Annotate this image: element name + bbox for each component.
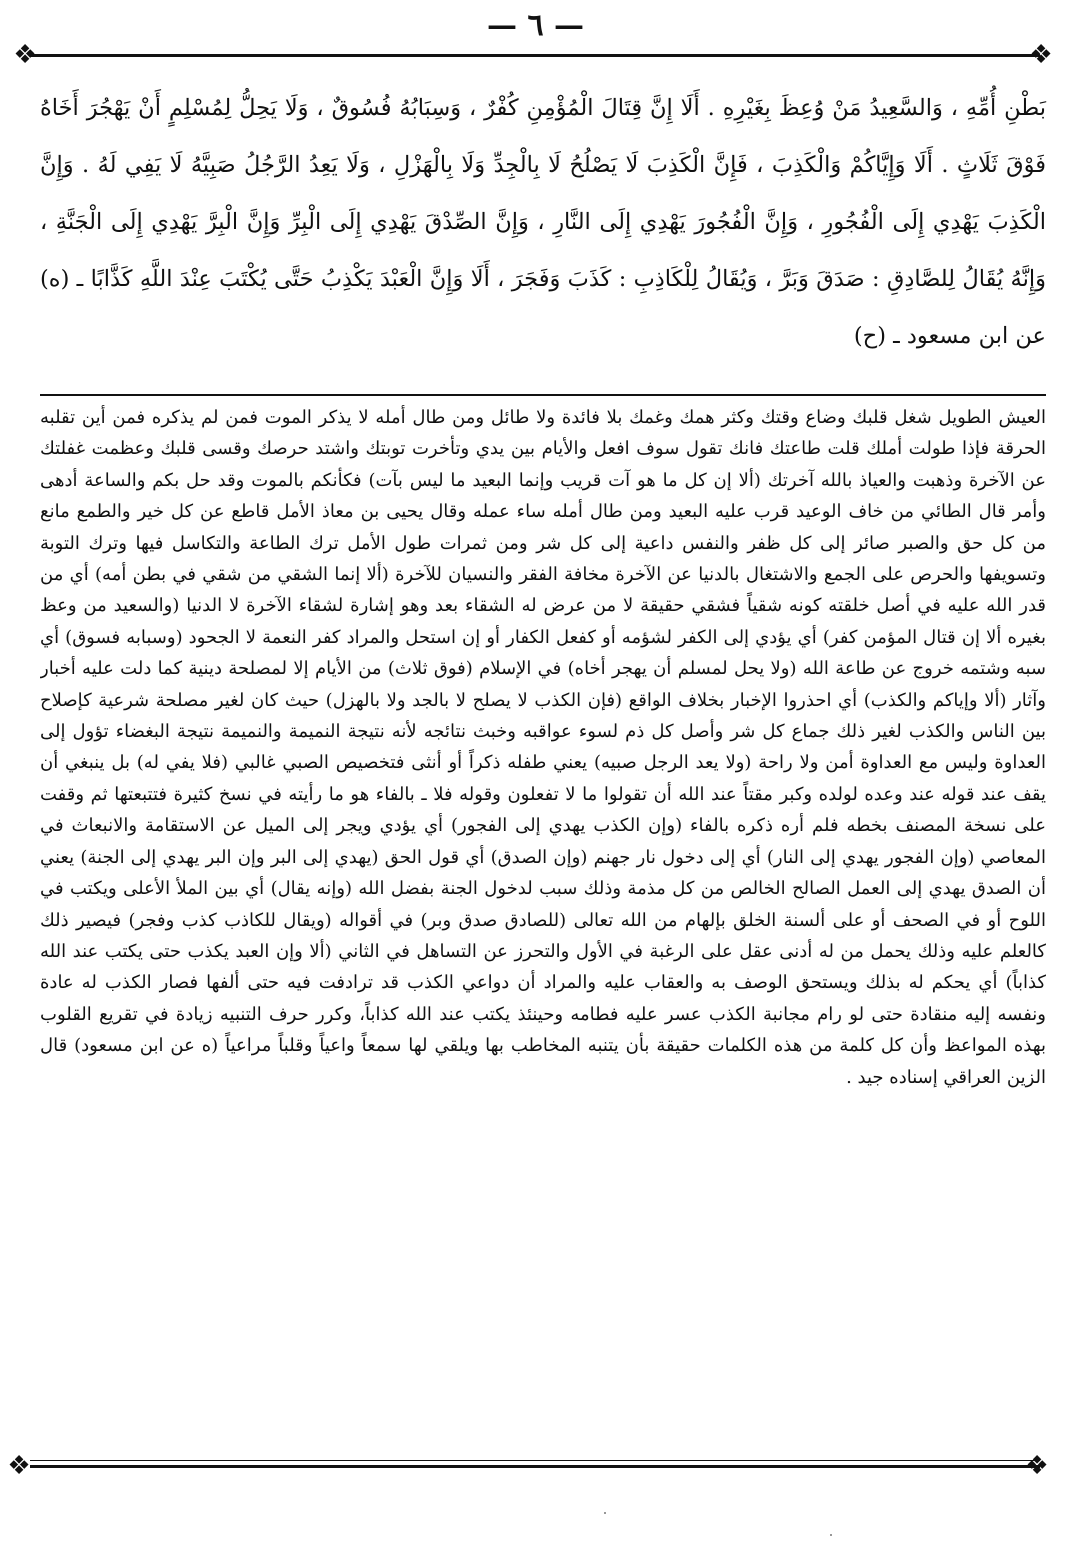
frame-top-rule bbox=[30, 54, 1040, 57]
commentary-text: العيش الطويل شغل قلبك وضاع وقتك وكثر همك وغمك بلا فائدة ولا طائل ومن طال أمله لا يذكر الموت فمن لم يذكره فمن أين تقلبه الحرقة فإذا طولت أملك قلت طاعتك فانك تقول سوف افعل والأيام بين يدي وتأخرت توبتك واشتد حرصك وقسى قلبك وعظمت غفلتك عن الآخرة وذهبت والعياذ بالله آخرتك (ألا إن كل ما هو آت قريب وإنما البعيد ما ليس بآت) فكأنكم بالموت وقد حل بكم والساعة أدهى وأمر قال الطائي من خاف الوعيد قرب عليه البعيد ومن طال أمله ساء عمله وقال يحيى بن معاذ الأمل قاطع عن كل خير والطمع مانع من كل حق والصبر صائر إلى كل ظفر والنفس داعية إلى كل شر ومن ثمرات طول الأمل ترك الطاعة والتكاسل فيها وترك التوبة وتسويفها والحرص على الجمع والاشتغال بالدنيا عن الآخرة مخافة الفقر والنسيان للآخرة (ألا إنما الشقي من شقي في بطن أمه) أي من قدر الله عليه في أصل خلقته كونه شقياً فشقي حقيقة لا من عرض له الشقاء بعد وهو إشارة لشقاء الآخرة لا الدنيا (والسعيد من وعظ بغيره ألا إن قتال المؤمن كفر) أي يؤدي إلى الكفر لشؤمه أو كفعل الكفار أو إن استحل والمراد كفر النعمة لا الجحود (وسبابه فسوق) أي سبه وشتمه خروج عن طاعة الله (ولا يحل لمسلم أن يهجر أخاه) في الإسلام (فوق ثلاث) من الأيام إلا لمصلحة دينية كما دلت عليه أخبار وآثار (ألا وإياكم والكذب) أي احذروا الإخبار بخلاف الواقع (فإن الكذب لا يصلح لا بالجد ولا بالهزل) حيث كان لغير مصلحة شرعية كإصلاح بين الناس والكذب لغير ذلك جماع كل شر وأصل كل ذم لسوء عواقبه وخبث نتائجه لأنه نتيجة النميمة والنميمة نتيجة البغضاء تؤول إلى العداوة وليس مع العداوة أمن ولا راحة (ولا يعد الرجل صبيه) يعني طفله ذكراً أو أنثى فتخصيص الصبي غالبي (فلا يفي له) بل ينبغي أن يقف عند قوله عند وعده لولده وكبر مقتاً عند الله أن تقولوا ما لا تفعلون وقوله فلا ـ بالفاء هو ما رأيته في نسخ كثيرة فتتبعتها ثم وقفت على نسخة المصنف بخطه فلم أره ذكره بالفاء (وإن الكذب يهدي إلى الفجور) أي يؤدي ويجر إلى الميل عن الاستقامة والانبعاث في المعاصي (وإن الفجور يهدي إلى النار) أي إلى دخول نار جهنم (وإن الصدق) أي قول الحق (يهدي إلى البر وإن البر يهدي إلى الجنة) يعني أن الصدق يهدي إلى العمل الصالح الخالص من كل مذمة وذلك سبب لدخول الجنة بفضل الله (وإنه يقال) أي بين الملأ الأعلى ويكتب في اللوح أو في الصحف أو على ألسنة الخلق بإلهام من الله تعالى (للصادق صدق وبر) في أقواله (ويقال للكاذب كذب وفجر) فيصير ذلك كالعلم عليه وذلك يحمل من له أدنى عقل على الرغبة في الأول والتحرز عن التساهل في الثاني (ألا وإن العبد يكذب حتى يكتب عند الله كذاباً) أي يحكم له بذلك ويستحق الوصف به والعقاب عليه والمراد أن دواعي الكذب قد ترادفت فيه حتى ألفها فصار الكذب له عادة ونفسه إليه منقادة حتى لو رام مجانبة الكذب عسر عليه فطامه وحينئذ يكتب عند الله كذاباً، وكرر حرف التنبيه زيادة في تقريع القلوب بهذه المواعظ وأن كل كلمة من هذه الكلمات حقيقة بأن يتنبه المخاطب بها ويلقي لها سمعاً واعياً وقلباً مراعياً (ه عن ابن مسعود) قال الزين العراقي إسناده جيد . bbox=[40, 407, 1046, 1088]
frame-bottom-rule-inner bbox=[30, 1460, 1040, 1461]
hadith-text: بَطْنِ أُمِّهِ ، وَالسَّعِيدُ مَنْ وُعِظَ بِغَيْرِهِ . أَلَا إِنَّ قِتَالَ الْمُؤْمِنِ كُفْرٌ ، وَسِبَابُهُ فُسُوقٌ ، وَلَا يَحِلُّ لِمُسْلِمٍ أَنْ يَهْجُرَ أَخَاهُ فَوْقَ ثَلَاثٍ . أَلَا وَإِيَّاكُمْ وَالْكَذِبَ ، فَإِنَّ الْكَذِبَ لَا يَصْلُحُ لَا بِالْجِدِّ وَلَا بِالْهَزْلِ ، وَلَا يَعِدُ الرَّجُلُ صَبِيَّهُ لَا يَفِي لَهُ . وَإِنَّ الْكَذِبَ يَهْدِي إِلَى الْفُجُورِ ، وَإِنَّ الْفُجُورَ يَهْدِي إِلَى النَّارِ ، وَإِنَّ الصِّدْقَ يَهْدِي إِلَى الْبِرِّ وَإِنَّ الْبِرَّ يَهْدِي إِلَى الْجَنَّةِ ، وَإِنَّهُ يُقَالُ لِلصَّادِقِ : صَدَقَ وَبَرَّ ، وَيُقَالُ لِلْكَاذِبِ : كَذَبَ وَفَجَرَ ، أَلَا وَإِنَّ الْعَبْدَ يَكْذِبُ حَتَّى يُكْتَبَ عِنْدَ اللَّهِ كَذَّابًا ـ (ه) عن ابن مسعود ـ (ح) bbox=[40, 95, 1046, 349]
corner-ornament-icon: ❖ bbox=[7, 1451, 31, 1481]
corner-ornament-icon: ❖ bbox=[13, 40, 37, 70]
corner-ornament-icon: ❖ bbox=[1029, 40, 1053, 70]
frame-bottom-rule bbox=[30, 1465, 1040, 1468]
scan-speck bbox=[830, 1534, 832, 1536]
scan-speck bbox=[604, 1512, 606, 1514]
page-number: — ٦ — bbox=[486, 8, 585, 43]
corner-ornament-icon: ❖ bbox=[1025, 1451, 1049, 1481]
section-separator bbox=[40, 394, 1046, 396]
